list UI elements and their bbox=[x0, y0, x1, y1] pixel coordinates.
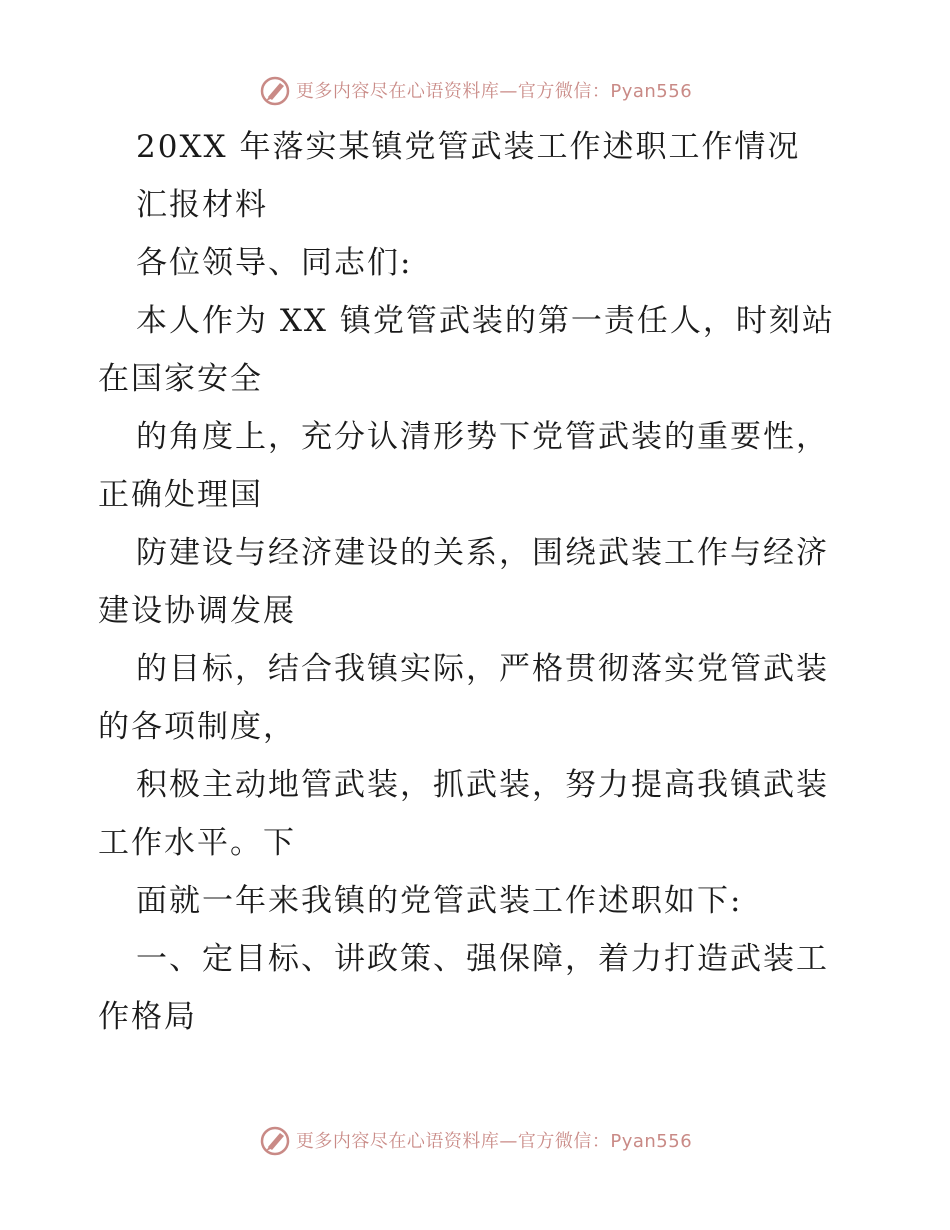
doc-line: 的角度上，充分认清形势下党管武装的重要性， bbox=[136, 419, 829, 455]
document-body bbox=[98, 118, 858, 1046]
doc-line: 汇报材料 bbox=[136, 187, 268, 223]
watermark-text: 更多内容尽在心语资料库—官方微信：Pyan556 bbox=[295, 1131, 693, 1152]
doc-line: 各位领导、同志们: bbox=[136, 245, 413, 281]
doc-line: 一、定目标、讲政策、强保障，着力打造武装工 bbox=[136, 941, 829, 977]
watermark-text: 更多内容尽在心语资料库—官方微信：Pyan556 bbox=[295, 81, 693, 102]
doc-line: 积极主动地管武装，抓武装，努力提高我镇武装 bbox=[136, 767, 829, 803]
doc-line: 的目标，结合我镇实际，严格贯彻落实党管武装 bbox=[136, 651, 829, 687]
doc-line: 防建设与经济建设的关系，围绕武装工作与经济 bbox=[136, 535, 829, 571]
doc-line: 工作水平。下 bbox=[98, 825, 296, 861]
doc-line: 在国家安全 bbox=[98, 361, 263, 397]
doc-line: 正确处理国 bbox=[98, 477, 263, 513]
doc-line: 建设协调发展 bbox=[98, 593, 296, 629]
doc-line: 面就一年来我镇的党管武装工作述职如下: bbox=[136, 883, 743, 919]
footer-watermark bbox=[0, 1120, 950, 1160]
watermark-logo-icon bbox=[258, 1123, 292, 1157]
doc-line: 本人作为 XX 镇党管武装的第一责任人，时刻站 bbox=[136, 303, 835, 339]
watermark-logo-icon bbox=[258, 73, 292, 107]
doc-line: 的各项制度， bbox=[98, 709, 296, 745]
doc-line: 作格局 bbox=[98, 999, 197, 1035]
header-watermark bbox=[0, 70, 950, 110]
doc-line: 20XX 年落实某镇党管武装工作述职工作情况 bbox=[136, 129, 801, 165]
